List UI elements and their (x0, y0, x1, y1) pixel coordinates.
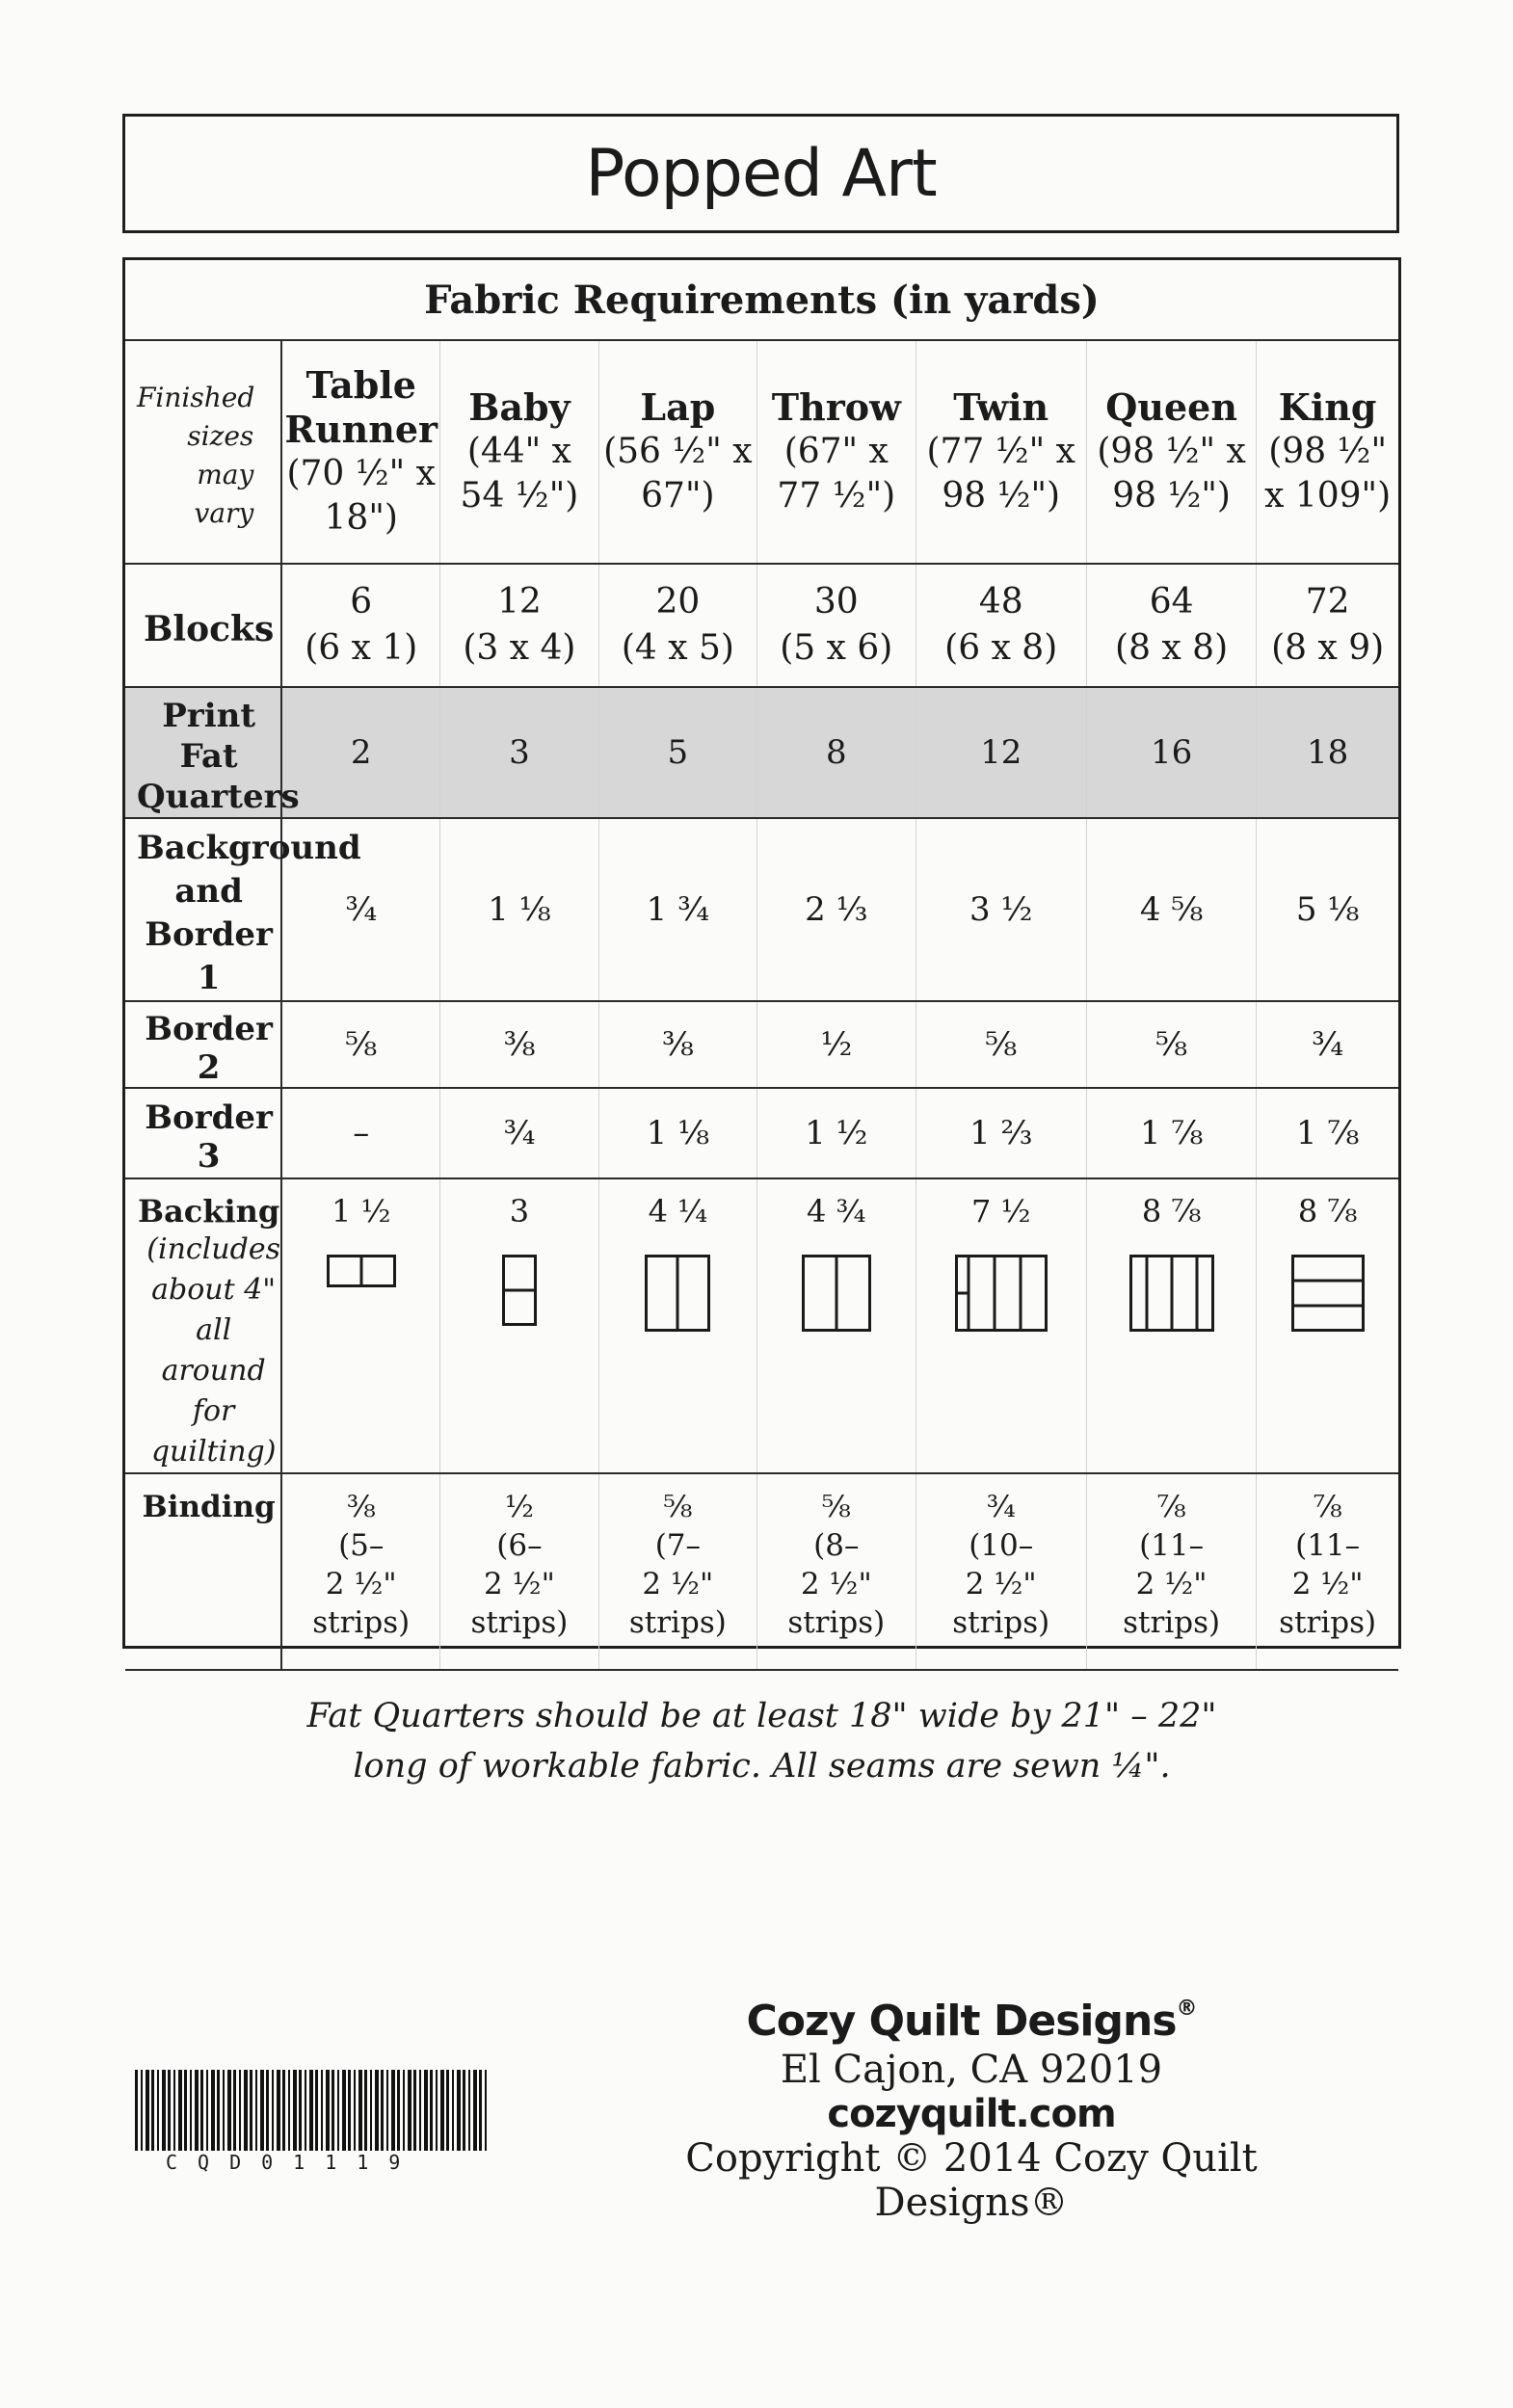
blocks-cell: 6 (6 x 1) (281, 564, 439, 687)
value-cell: 1 ⅛ (440, 818, 598, 1001)
binding-cell: ¾ (10– 2 ½" strips) (916, 1473, 1086, 1670)
value-cell: 18 (1257, 687, 1398, 818)
col-table-runner: Table Runner (70 ½" x 18") (281, 340, 439, 564)
blocks-row (125, 564, 1398, 687)
value-cell: 1 ⅞ (1086, 1088, 1256, 1178)
three-panels-vertical-icon (1129, 1255, 1214, 1332)
blocks-cell: 30 (5 x 6) (757, 564, 916, 687)
footer-row (125, 1670, 1398, 1812)
two-panels-vertical-icon (802, 1255, 871, 1332)
background-row (125, 818, 1398, 1001)
value-cell: 4 ⅝ (1086, 818, 1256, 1001)
row-label: Background and Border 1 (125, 818, 281, 1001)
value-cell: 16 (1086, 687, 1256, 818)
row-label: Backing (includes about 4" all around for quilting) (125, 1178, 281, 1473)
value-cell: ⅜ (440, 1001, 598, 1088)
two-panels-stacked-icon (502, 1255, 537, 1326)
backing-cell: 1 ½ (281, 1178, 439, 1473)
row-label: Blocks (125, 564, 281, 687)
value-cell: 1 ⅔ (916, 1088, 1086, 1178)
binding-cell: ⅞ (11– 2 ½" strips) (1086, 1473, 1256, 1670)
value-cell: 1 ⅞ (1257, 1088, 1398, 1178)
company-name: Cozy Quilt Designs® (746, 1997, 1197, 2046)
binding-cell: ⅜ (5– 2 ½" strips) (281, 1473, 439, 1670)
blocks-cell: 12 (3 x 4) (440, 564, 598, 687)
binding-cell: ½ (6– 2 ½" strips) (440, 1473, 598, 1670)
table-heading: Fabric Requirements (in yards) (424, 277, 1100, 323)
three-panels-horizontal-icon (1291, 1255, 1365, 1332)
blocks-cell: 64 (8 x 8) (1086, 564, 1256, 687)
company-info (605, 1997, 1338, 2225)
row-label: Binding (125, 1473, 281, 1670)
value-cell: 12 (916, 687, 1086, 818)
col-baby: Baby (44" x 54 ½") (440, 340, 598, 564)
border3-row (125, 1088, 1398, 1178)
binding-cell: ⅞ (11– 2 ½" strips) (1257, 1473, 1398, 1670)
sizes-row (125, 340, 1398, 564)
value-cell: 1 ¾ (598, 818, 756, 1001)
value-cell: 8 (757, 687, 916, 818)
pattern-title: Popped Art (585, 135, 937, 212)
binding-cell: ⅝ (8– 2 ½" strips) (757, 1473, 916, 1670)
print-fat-quarters-row (125, 687, 1398, 818)
value-cell: 1 ½ (757, 1088, 916, 1178)
barcode (135, 2070, 490, 2151)
backing-cell: 4 ¾ (757, 1178, 916, 1473)
value-cell: 5 ⅛ (1257, 818, 1398, 1001)
fabric-requirements-table (122, 257, 1401, 1786)
value-cell: 2 (281, 687, 439, 818)
blocks-cell: 72 (8 x 9) (1257, 564, 1398, 687)
row-label: Border 3 (125, 1088, 281, 1178)
value-cell: ½ (757, 1001, 916, 1088)
col-king: King (98 ½" x 109") (1257, 340, 1398, 564)
value-cell: ⅝ (281, 1001, 439, 1088)
col-lap: Lap (56 ½" x 67") (598, 340, 756, 564)
row-label: Border 2 (125, 1001, 281, 1088)
title-box (122, 114, 1399, 233)
value-cell: ¾ (440, 1088, 598, 1178)
col-queen: Queen (98 ½" x 98 ½") (1086, 340, 1256, 564)
binding-row (125, 1473, 1398, 1670)
company-address: El Cajon, CA 92019 (780, 2048, 1163, 2092)
blocks-cell: 48 (6 x 8) (916, 564, 1086, 687)
binding-cell: ⅝ (7– 2 ½" strips) (598, 1473, 756, 1670)
company-website: cozyquilt.com (827, 2092, 1116, 2136)
backing-cell: 3 (440, 1178, 598, 1473)
value-cell: – (281, 1088, 439, 1178)
three-panels-vertical-with-insert-icon (955, 1255, 1048, 1332)
value-cell: ⅜ (598, 1001, 756, 1088)
value-cell: 2 ⅓ (757, 818, 916, 1001)
backing-cell: 8 ⅞ (1257, 1178, 1398, 1473)
backing-cell: 8 ⅞ (1086, 1178, 1256, 1473)
col-twin: Twin (77 ½" x 98 ½") (916, 340, 1086, 564)
backing-cell: 4 ¼ (598, 1178, 756, 1473)
row-label: Print Fat Quarters (125, 687, 281, 818)
value-cell: ¾ (1257, 1001, 1398, 1088)
value-cell: ¾ (281, 818, 439, 1001)
backing-cell: 7 ½ (916, 1178, 1086, 1473)
backing-row (125, 1178, 1398, 1473)
col-throw: Throw (67" x 77 ½") (757, 340, 916, 564)
blocks-cell: 20 (4 x 5) (598, 564, 756, 687)
value-cell: 5 (598, 687, 756, 818)
footer-note: Fat Quarters should be at least 18" wide by 21" – 22" long of workable fabric. All seams are sewn ¼". (125, 1670, 1398, 1812)
two-panels-vertical-icon (645, 1255, 710, 1332)
value-cell: 3 ½ (916, 818, 1086, 1001)
border2-row (125, 1001, 1398, 1088)
two-panels-horizontal-icon (327, 1255, 396, 1287)
barcode-text: CQD01119 (166, 2151, 421, 2174)
value-cell: ⅝ (1086, 1001, 1256, 1088)
copyright: Copyright © 2014 Cozy Quilt Designs® (685, 2136, 1258, 2225)
backing-sublabel: (includes about 4" all around for quilting) (146, 1232, 280, 1469)
value-cell: 1 ⅛ (598, 1088, 756, 1178)
value-cell: 3 (440, 687, 598, 818)
size-note: Finished sizes may vary (125, 340, 281, 564)
value-cell: ⅝ (916, 1001, 1086, 1088)
